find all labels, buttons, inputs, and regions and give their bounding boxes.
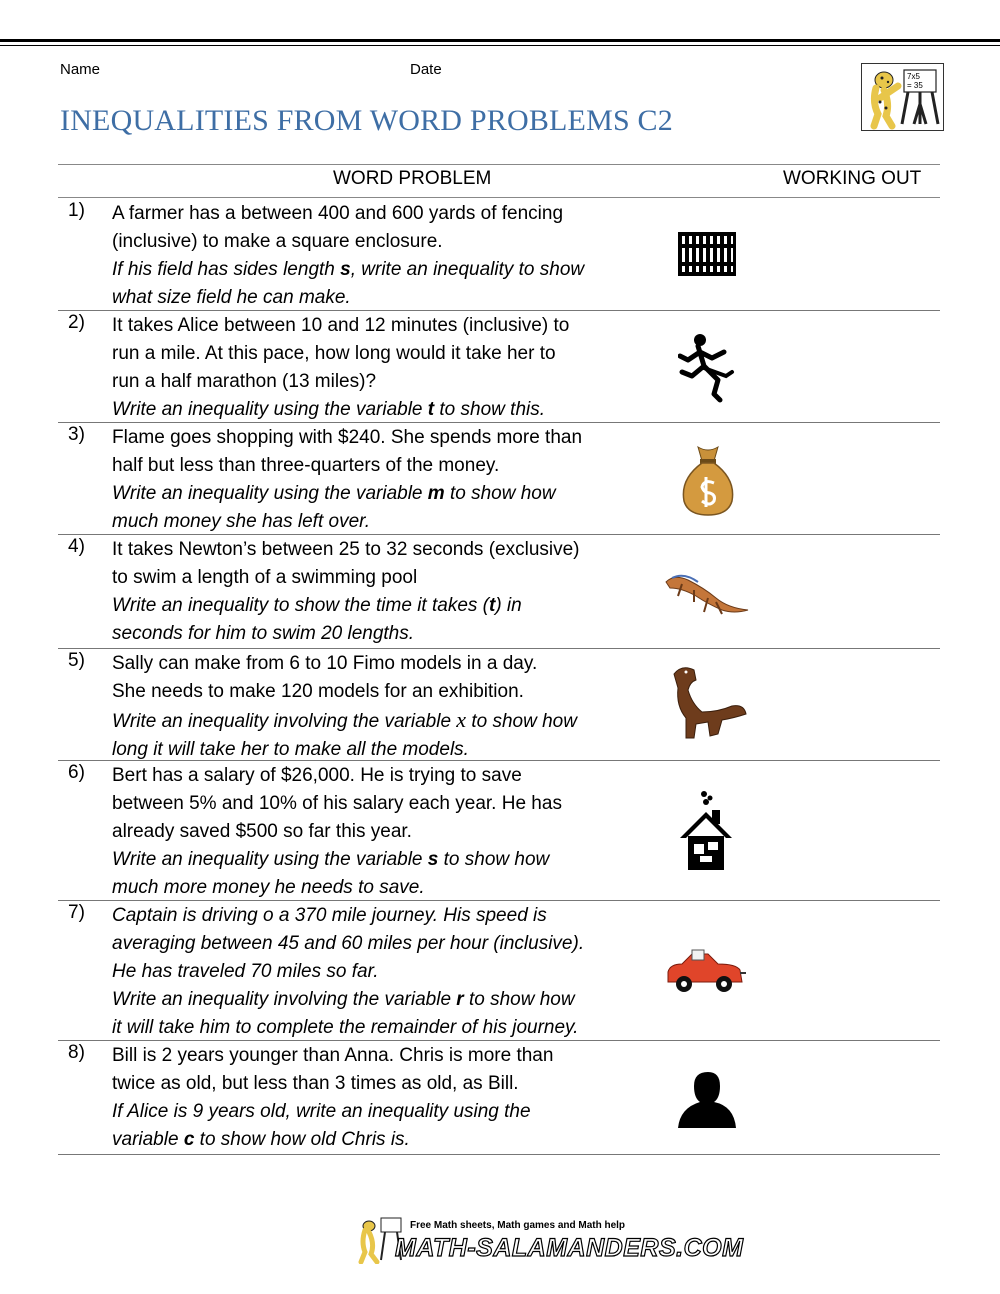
logo-text-2: = 35 xyxy=(907,81,923,90)
person-silhouette-icon xyxy=(678,1068,738,1128)
date-label: Date xyxy=(410,61,442,78)
problem-number: 4) xyxy=(68,536,85,557)
logo-text-1: 7x5 xyxy=(907,72,920,81)
top-rule-thin xyxy=(0,45,1000,46)
column-header-working-out: WORKING OUT xyxy=(783,168,922,189)
top-rule xyxy=(0,39,1000,42)
problem-text: Sally can make from 6 to 10 Fimo models in a day. She needs to make 120 models for an exhibition. Write an inequality involving the variable x to show how long it will take her to make all the models. xyxy=(112,653,577,760)
house-icon xyxy=(678,788,736,872)
problem-number: 2) xyxy=(68,312,85,333)
footer-logo xyxy=(355,1216,744,1264)
column-header-word-problem: WORD PROBLEM xyxy=(333,168,492,189)
page-title: INEQUALITIES FROM WORD PROBLEMS C2 xyxy=(60,104,673,137)
problem-text: Flame goes shopping with $240. She spends more than half but less than three-quarters of the money. Write an inequality using the variable m to show how much money she has left over. xyxy=(112,427,583,532)
table-top-border xyxy=(58,164,940,165)
problem-number: 5) xyxy=(68,650,85,671)
dinosaur-icon xyxy=(662,660,752,746)
fence-icon xyxy=(676,230,738,278)
problem-text: Bert has a salary of $26,000. He is trying to save between 5% and 10% of his salary each year. He has already saved $500 so far this year. Write an inequality using the variable s to show how much more money he needs to save. xyxy=(112,765,562,898)
problem-text: Bill is 2 years younger than Anna. Chris is more than twice as old, but less than 3 times as old, as Bill. If Alice is 9 years old, write an inequality using the variable c to show how old Chris is. xyxy=(112,1045,554,1150)
car-icon xyxy=(664,946,748,996)
problem-text: A farmer has a between 400 and 600 yards of fencing (inclusive) to make a square enclosure. If his field has sides length s, write an inequality to show what size field he can make. xyxy=(112,203,585,308)
footer-tagline: Free Math sheets, Math games and Math help xyxy=(410,1220,626,1231)
table-header-border xyxy=(58,197,940,198)
problem-text: It takes Newton’s between 25 to 32 seconds (exclusive) to swim a length of a swimming pool Write an inequality to show the time it takes (t) in seconds for him to swim 20 lengths. xyxy=(112,539,580,644)
problem-text: It takes Alice between 10 and 12 minutes (inclusive) to run a mile. At this pace, how long would it take her to run a half marathon (13 miles)? Write an inequality using the variable t to show this. xyxy=(112,315,570,420)
problem-number: 6) xyxy=(68,762,85,783)
problem-number: 1) xyxy=(68,200,85,221)
footer-site: MATH-SALAMANDERS.COM xyxy=(395,1234,744,1262)
problem-number: 7) xyxy=(68,902,85,923)
name-label: Name xyxy=(60,61,101,78)
money-bag-icon xyxy=(678,443,736,517)
runner-icon xyxy=(678,332,736,404)
problem-number: 8) xyxy=(68,1042,85,1063)
problem-text: Captain is driving o a 370 mile journey. His speed is averaging between 45 and 60 miles per hour (inclusive). He has traveled 70 miles so far. Write an inequality involving the variable r to show how it will take him to complete the remainder of his journey. xyxy=(112,905,585,1038)
problem-number: 3) xyxy=(68,424,85,445)
newt-icon xyxy=(664,568,750,616)
math-salamanders-logo xyxy=(861,63,944,131)
